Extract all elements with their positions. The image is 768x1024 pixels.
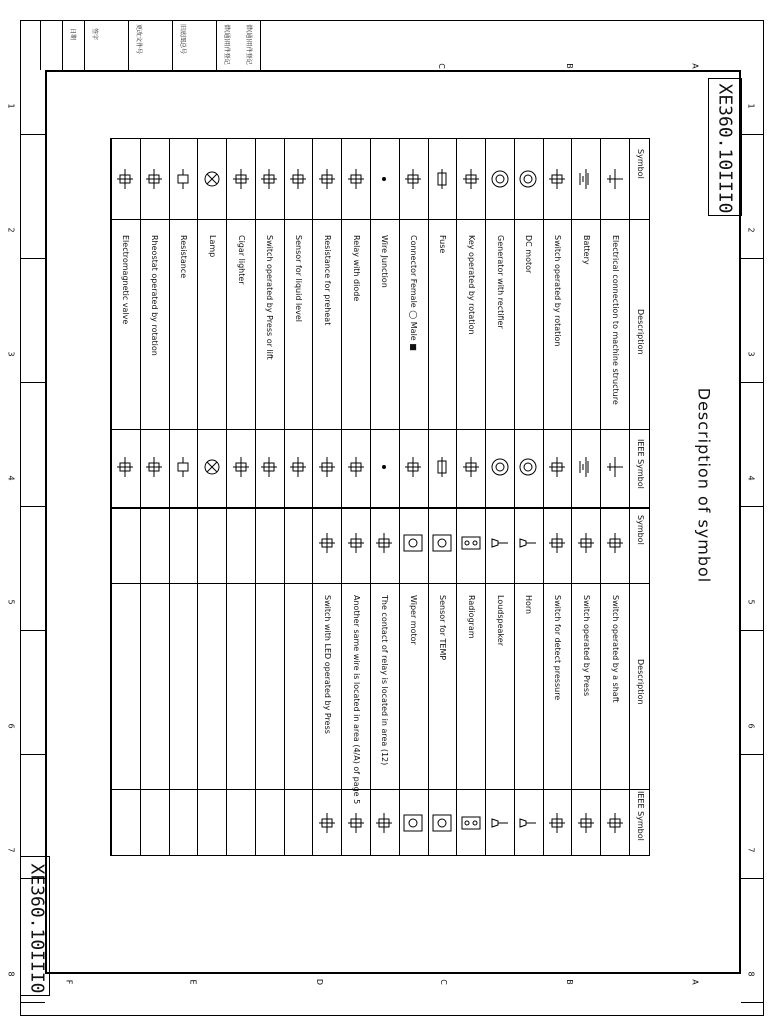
horn-icon bbox=[516, 531, 540, 555]
rheostat-icon bbox=[142, 167, 166, 191]
symbol-description: Wiper motor bbox=[409, 595, 419, 645]
symbol-description: DC motor bbox=[524, 235, 534, 274]
temp-sensor-icon bbox=[430, 531, 454, 555]
pressure-switch-icon bbox=[545, 531, 569, 555]
wire-reference-icon bbox=[344, 531, 368, 555]
push-switch-ieee-icon bbox=[257, 455, 281, 479]
table-row-divider bbox=[456, 139, 457, 855]
symbol-description: Sensor for liquid level bbox=[294, 235, 304, 322]
table-row-divider bbox=[428, 139, 429, 855]
table-row-divider bbox=[571, 139, 572, 855]
table-column-divider bbox=[111, 789, 649, 790]
table-row-divider bbox=[140, 139, 141, 855]
table-row-divider bbox=[543, 139, 544, 855]
rheostat-ieee-icon bbox=[142, 455, 166, 479]
symbol-description: Cigar lighter bbox=[236, 235, 246, 285]
zone-number-right: 4 bbox=[746, 475, 756, 481]
symbol-description: Relay with diode bbox=[351, 235, 361, 302]
zone-number-right: 5 bbox=[746, 599, 756, 605]
table-row-divider bbox=[169, 139, 170, 855]
zone-tick bbox=[20, 134, 45, 135]
title-block-label: 借(通)用件登记 bbox=[223, 24, 230, 65]
title-block-label: 借(通)用件登记 bbox=[245, 24, 252, 65]
zone-tick bbox=[741, 878, 764, 879]
battery-icon bbox=[574, 167, 598, 191]
table-row-divider bbox=[312, 139, 313, 855]
press-switch-ieee-icon bbox=[574, 811, 598, 835]
table-row-divider bbox=[255, 139, 256, 855]
symbol-table bbox=[110, 138, 650, 856]
table-column-divider bbox=[111, 219, 649, 220]
table-header: Description bbox=[636, 659, 645, 705]
preheat-resistance-icon bbox=[315, 167, 339, 191]
table-row-divider bbox=[485, 139, 486, 855]
table-row-divider bbox=[399, 139, 400, 855]
generator-ieee-icon bbox=[488, 455, 512, 479]
zone-tick bbox=[20, 878, 45, 879]
zone-number-left: 8 bbox=[6, 971, 16, 977]
title-block-label: 日期 bbox=[69, 28, 76, 41]
doc-code-bottom: XE360.10III0 bbox=[26, 863, 48, 994]
battery-ieee-icon bbox=[574, 455, 598, 479]
zone-letter-bottom: F bbox=[64, 979, 74, 985]
symbol-description: Switch operated by a shaft bbox=[610, 595, 620, 703]
symbol-description: Sensor for TEMP bbox=[437, 595, 447, 661]
led-switch-icon bbox=[315, 531, 339, 555]
zone-letter-bottom: D bbox=[315, 978, 325, 986]
table-row-divider bbox=[341, 139, 342, 855]
horn-ieee-icon bbox=[516, 811, 540, 835]
relay-diode-ieee-icon bbox=[344, 455, 368, 479]
title-block-divider bbox=[84, 20, 85, 70]
symbol-description: Generator with rectifier bbox=[495, 235, 505, 329]
symbol-description: Wire Junction bbox=[380, 235, 390, 288]
zone-number-right: 8 bbox=[746, 971, 756, 977]
table-header: Symbol bbox=[636, 149, 645, 179]
led-switch-ieee-icon bbox=[315, 811, 339, 835]
zone-tick bbox=[741, 506, 764, 507]
symbol-description: Loudspeaker bbox=[495, 595, 505, 646]
zone-tick bbox=[20, 1002, 45, 1003]
zone-tick bbox=[20, 382, 45, 383]
table-row-divider bbox=[111, 139, 112, 855]
zone-number-right: 2 bbox=[746, 227, 756, 233]
zone-number-left: 1 bbox=[6, 103, 16, 109]
symbol-description: Horn bbox=[524, 595, 534, 615]
key-switch-icon bbox=[459, 167, 483, 191]
table-column-divider bbox=[111, 583, 649, 584]
solenoid-valve-icon bbox=[113, 167, 137, 191]
zone-tick bbox=[741, 1002, 764, 1003]
table-header: Description bbox=[636, 309, 645, 355]
rotary-switch-icon bbox=[545, 167, 569, 191]
rotary-switch-ieee-icon bbox=[545, 455, 569, 479]
symbol-description: Radiogram bbox=[466, 595, 476, 639]
zone-tick bbox=[20, 630, 45, 631]
symbol-description: Key operated by rotation bbox=[466, 235, 476, 335]
table-row-divider bbox=[370, 139, 371, 855]
connector-ieee-icon bbox=[401, 455, 425, 479]
zone-number-right: 6 bbox=[746, 723, 756, 729]
generator-icon bbox=[488, 167, 512, 191]
zone-tick bbox=[741, 630, 764, 631]
title-block-divider bbox=[40, 20, 41, 70]
connector-icon bbox=[401, 167, 425, 191]
zone-tick bbox=[741, 134, 764, 135]
table-row-divider bbox=[514, 139, 515, 855]
ground-ieee-icon bbox=[603, 455, 627, 479]
title-block-divider bbox=[216, 20, 217, 70]
page-title: Description of symbol bbox=[694, 387, 714, 584]
title-block-strip bbox=[20, 20, 764, 70]
solenoid-valve-ieee-icon bbox=[113, 455, 137, 479]
zone-tick bbox=[741, 382, 764, 383]
loudspeaker-icon bbox=[488, 531, 512, 555]
symbol-description: Switch with LED operated by Press bbox=[322, 595, 332, 734]
symbol-description: Resistance bbox=[178, 235, 188, 279]
zone-tick bbox=[741, 258, 764, 259]
table-row-divider bbox=[600, 139, 601, 855]
table-header: Symbol bbox=[636, 515, 645, 545]
symbol-description: Switch operated by rotation bbox=[553, 235, 563, 347]
table-row-divider bbox=[629, 139, 630, 855]
zone-number-left: 3 bbox=[6, 351, 16, 357]
zone-letter-bottom: B bbox=[564, 979, 574, 985]
symbol-description: Switch operated by Press or lift bbox=[265, 235, 275, 360]
symbol-description: Connector Female ◯ Male ■ bbox=[409, 235, 419, 351]
symbol-description: Lamp bbox=[207, 235, 217, 258]
dc-motor-ieee-icon bbox=[516, 455, 540, 479]
lamp-ieee-icon bbox=[200, 455, 224, 479]
title-block-label: 旧底图总号 bbox=[179, 24, 186, 55]
zone-tick bbox=[20, 506, 45, 507]
symbol-description: Switch operated by Press bbox=[581, 595, 591, 697]
zone-number-left: 7 bbox=[6, 847, 16, 853]
doc-code-top: XE360.10III0 bbox=[714, 83, 736, 214]
relay-contact-ieee-icon bbox=[372, 811, 396, 835]
table-header: IEEE Symbol bbox=[636, 439, 645, 489]
junction-icon bbox=[372, 167, 396, 191]
zone-tick bbox=[20, 754, 45, 755]
zone-letter-top: A bbox=[690, 63, 700, 69]
relay-diode-icon bbox=[344, 167, 368, 191]
zone-letter-bottom: E bbox=[188, 979, 198, 985]
table-row-divider bbox=[284, 139, 285, 855]
symbol-description: Electromagnetic valve bbox=[121, 235, 131, 325]
zone-letter-top: B bbox=[564, 63, 574, 69]
title-block-label: 更改文件号 bbox=[135, 24, 142, 55]
cigar-lighter-icon bbox=[229, 167, 253, 191]
table-row-divider bbox=[197, 139, 198, 855]
pressure-switch-ieee-icon bbox=[545, 811, 569, 835]
shaft-switch-ieee-icon bbox=[603, 811, 627, 835]
zone-number-left: 6 bbox=[6, 723, 16, 729]
lamp-icon bbox=[200, 167, 224, 191]
zone-number-left: 4 bbox=[6, 475, 16, 481]
table-column-divider bbox=[111, 507, 649, 509]
fuse-ieee-icon bbox=[430, 455, 454, 479]
wiper-motor-icon bbox=[401, 531, 425, 555]
zone-number-right: 7 bbox=[746, 847, 756, 853]
dc-motor-icon bbox=[516, 167, 540, 191]
zone-tick bbox=[741, 754, 764, 755]
level-sensor-ieee-icon bbox=[286, 455, 310, 479]
resistance-icon bbox=[171, 167, 195, 191]
temp-sensor-ieee-icon bbox=[430, 811, 454, 835]
preheat-resistance-ieee-icon bbox=[315, 455, 339, 479]
symbol-description: Resistance for preheat bbox=[322, 235, 332, 326]
fuse-icon bbox=[430, 167, 454, 191]
shaft-switch-icon bbox=[603, 531, 627, 555]
symbol-description: Electrical connection to machine structure bbox=[610, 235, 620, 405]
cigar-lighter-ieee-icon bbox=[229, 455, 253, 479]
title-block-divider bbox=[260, 20, 261, 70]
relay-contact-icon bbox=[372, 531, 396, 555]
symbol-description: The contact of relay is located in area (12) bbox=[380, 595, 390, 766]
level-sensor-icon bbox=[286, 167, 310, 191]
symbol-description: Rheostat operated by rotation bbox=[150, 235, 160, 356]
wiper-motor-ieee-icon bbox=[401, 811, 425, 835]
symbol-description: Fuse bbox=[437, 235, 447, 254]
zone-number-left: 5 bbox=[6, 599, 16, 605]
table-column-divider bbox=[111, 429, 649, 430]
zone-letter-bottom: C bbox=[438, 979, 448, 985]
radio-icon bbox=[459, 531, 483, 555]
press-switch-icon bbox=[574, 531, 598, 555]
zone-number-right: 3 bbox=[746, 351, 756, 357]
title-block-divider bbox=[62, 20, 63, 70]
table-row-divider bbox=[226, 139, 227, 855]
symbol-description: Switch for detect pressure bbox=[553, 595, 563, 701]
zone-tick bbox=[20, 258, 45, 259]
symbol-description: Another same wire is located in area (4/A) of page 5 bbox=[351, 595, 361, 805]
loudspeaker-ieee-icon bbox=[488, 811, 512, 835]
zone-number-left: 2 bbox=[6, 227, 16, 233]
zone-number-right: 1 bbox=[746, 103, 756, 109]
title-block-divider bbox=[128, 20, 129, 70]
wire-reference-ieee-icon bbox=[344, 811, 368, 835]
key-switch-ieee-icon bbox=[459, 455, 483, 479]
zone-letter-top: C bbox=[436, 63, 446, 69]
push-switch-icon bbox=[257, 167, 281, 191]
radio-ieee-icon bbox=[459, 811, 483, 835]
title-block-label: 签字 bbox=[91, 28, 98, 41]
table-header: IEEE Symbol bbox=[636, 791, 645, 841]
symbol-description: Battery bbox=[581, 235, 591, 265]
ground-icon bbox=[603, 167, 627, 191]
junction-ieee-icon bbox=[372, 455, 396, 479]
title-block-divider bbox=[172, 20, 173, 70]
resistance-ieee-icon bbox=[171, 455, 195, 479]
zone-letter-bottom: A bbox=[690, 979, 700, 985]
